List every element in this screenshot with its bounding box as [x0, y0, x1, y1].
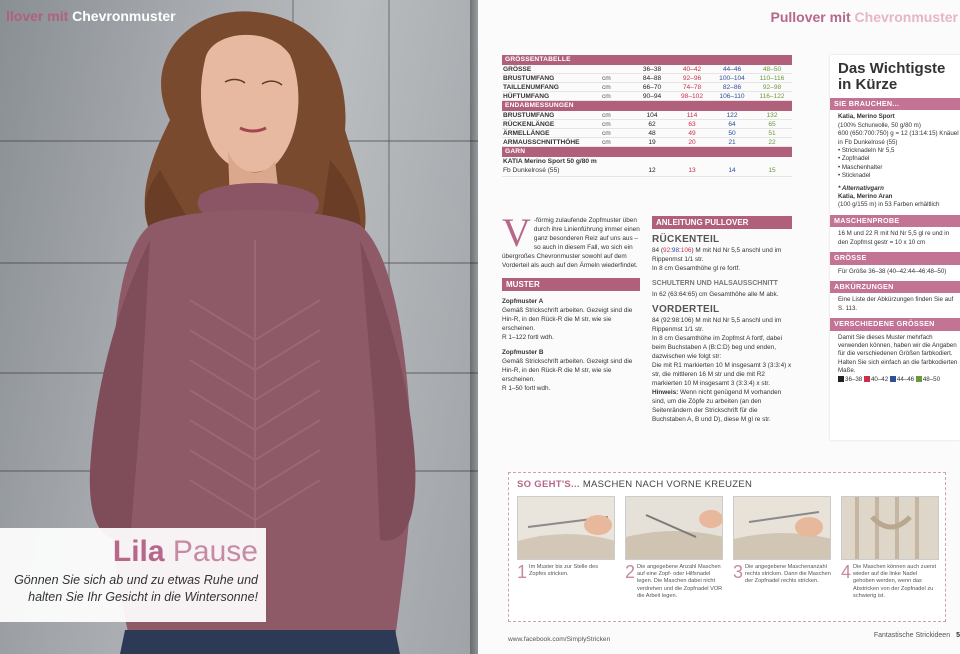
- intro-paragraph: V -förmig zulaufende Zopfmuster üben durch ihre Linienführung immer einen ganz besonderen Reiz auf uns aus – so auch in diesem Fall, wo sich ein übergroßes Chevronmuster sowohl auf dem Vorderteil als auch auf den Ärmeln wiederfindet.: [502, 210, 640, 269]
- table-row: [502, 138, 792, 147]
- tool-item: • Stricknadeln Nr 5,5: [838, 147, 895, 155]
- right-page: [478, 0, 960, 654]
- zopfmuster-b-rows: R 1–50 fortl wdh.: [502, 385, 551, 392]
- table-cell: BRUSTUMFANG: [503, 75, 555, 82]
- legend-swatch: [890, 376, 896, 382]
- maschenprobe-text: 16 M und 22 R mit Nd Nr 5,5 gl re und in den Zopfmst gestr = 10 x 10 cm: [838, 230, 950, 246]
- table-cell: 110–116: [759, 75, 785, 82]
- table-row: [502, 83, 792, 92]
- summary-sidebar: [830, 55, 960, 440]
- table-cell: cm: [602, 84, 611, 91]
- table-cell: cm: [602, 75, 611, 82]
- zopfmuster-b-title: Zopfmuster B: [502, 349, 544, 356]
- table-cell: 98–102: [680, 93, 703, 100]
- table-cell: 62: [648, 121, 656, 128]
- legend-swatch: [916, 376, 922, 382]
- table-cell: cm: [602, 130, 611, 137]
- verschiedene-groessen-heading: VERSCHIEDENE GRÖSSEN: [830, 318, 960, 330]
- table-cell: 66–70: [642, 84, 662, 91]
- how-to-title: SO GEHT'S... MASCHEN NACH VORNE KREUZEN: [517, 479, 753, 490]
- how-to-step-2: 2 Die angegebene Anzahl Maschen auf eine Zopf- oder Hilfsnadel legen. Die Maschen dabei nicht verdrehen und die Zopfnadel VOR die Arbeit legen.: [625, 496, 723, 600]
- left-page-photo: [0, 0, 478, 654]
- table-cell: 51: [768, 130, 776, 137]
- table-cell: 114: [686, 112, 698, 119]
- table-cell: 20: [688, 139, 696, 146]
- caption-title: Lila Pause: [112, 535, 258, 568]
- vorderteil-text-2: In 8 cm Gesamthöhe im Zopfmst A fortf, dabei beim Buchstaben A (B:C:D) beg und enden, dazwischen wie folgt str:: [652, 335, 782, 360]
- table-cell: 36–38: [642, 66, 662, 73]
- table-section-dimensions: ENDABMESSUNGEN: [502, 101, 792, 111]
- how-to-box: [508, 472, 946, 622]
- alt-yarn-label: * Alternativgarn: [838, 184, 884, 192]
- table-cell: cm: [602, 121, 611, 128]
- table-row-yarn: KATIA Merino Sport 50 g/80 m Fb Dunkelrosé (55) 12 13 14 15: [502, 157, 792, 177]
- footer-right: Fantastische Strickideen 5: [873, 632, 960, 639]
- table-row: [502, 120, 792, 129]
- photo-caption: [0, 528, 266, 622]
- how-to-step-1: 1 Im Muster bis zur Stelle des Zopfes stricken.: [517, 496, 615, 600]
- zopfmuster-b-text: Gemäß Strickschrift arbeiten. Gezeigt sind die Hin-R, in den Rück-R die M str, wie sie erscheinen.: [502, 358, 633, 383]
- how-to-step-3: 3 Die angegebene Maschenanzahl rechts stricken. Dann die Maschen der Zopfnadel rechts stricken.: [733, 496, 831, 600]
- table-cell: 21: [728, 139, 736, 146]
- table-cell: 63: [688, 121, 696, 128]
- table-cell: 48: [648, 130, 656, 137]
- instructions-column: [652, 216, 792, 424]
- sidebar-title: Das Wichtigste in Kürze: [838, 60, 946, 93]
- footer-url: www.facebook.com/SimplyStricken: [508, 636, 611, 643]
- hinweis-text: Hinweis: Wenn nicht genügend M vorhanden sind, um die Zöpfe zu arbeiten (an den Seitenrändern der Strickschrift für die Buchstaben A, B und D), diese M gl re str.: [652, 389, 782, 423]
- step-photo: [841, 496, 939, 560]
- left-running-header: llover mit Chevronmuster: [6, 8, 176, 24]
- table-row: [502, 129, 792, 138]
- drop-cap: V: [502, 210, 531, 255]
- alt-yarn-desc: (100 g/155 m) in 53 Farben erhältlich: [838, 201, 940, 209]
- table-cell: 104: [646, 112, 658, 119]
- size-table: [502, 55, 792, 177]
- rueckenteil-text-2: In 8 cm Gesamthöhe gl re fortf.: [652, 265, 741, 272]
- tool-item: • Zopfnadel: [838, 155, 870, 163]
- how-to-step-4: 4 Die Maschen können auch zuerst wieder auf die linke Nadel gehoben werden, wenn das Abstricken von der Zopfnadel zu schwierig ist.: [841, 496, 939, 600]
- table-cell: ÄRMELLÄNGE: [503, 130, 550, 137]
- table-cell: 44–46: [722, 66, 742, 73]
- table-cell: 92–96: [682, 75, 702, 82]
- table-cell: HÜFTUMFANG: [503, 93, 550, 100]
- table-cell: 64: [728, 121, 736, 128]
- rueckenteil-heading: RÜCKENTEIL: [652, 234, 720, 245]
- table-cell: 50: [728, 130, 736, 137]
- table-row: [502, 74, 792, 83]
- table-cell: [602, 65, 632, 73]
- yarn-name: Katia, Merino Sport: [838, 113, 895, 121]
- alt-yarn-name: Katia, Merino Aran: [838, 193, 893, 201]
- table-cell: 84–88: [642, 75, 662, 82]
- table-cell: 92–98: [762, 84, 782, 91]
- verschiedene-groessen-text: Damit Sie dieses Muster mehrfach verwenden können, haben wir die Angaben für die verschiedenen Größen farbkodiert. Halten Sie sich einfach an die farbkodierten Maße.: [838, 333, 958, 375]
- zopfmuster-a-text: Gemäß Strickschrift arbeiten. Gezeigt sind die Hin-R, in den Rück-R die M str, wie sie erscheinen.: [502, 307, 633, 332]
- table-row: [502, 65, 792, 74]
- table-cell: 100–104: [719, 75, 745, 82]
- table-cell: 82–86: [722, 84, 742, 91]
- step-photo: [625, 496, 723, 560]
- table-cell: 132: [766, 112, 778, 119]
- schultern-heading: SCHULTERN UND HALSAUSSCHNITT: [652, 280, 778, 287]
- intro-column: [502, 210, 640, 393]
- groesse-heading: GRÖSSE: [830, 252, 960, 264]
- muster-heading: MUSTER: [502, 278, 640, 291]
- maschenprobe-heading: MASCHENPROBE: [830, 215, 960, 227]
- sie-brauchen-heading: SIE BRAUCHEN...: [830, 98, 960, 110]
- table-cell: ARMAUSSCHNITTHÖHE: [503, 139, 580, 146]
- caption-subtitle: Gönnen Sie sich ab und zu etwas Ruhe und halten Sie Ihr Gesicht in die Wintersonne!: [14, 573, 258, 604]
- table-cell: RÜCKENLÄNGE: [503, 121, 555, 128]
- table-cell: 40–42: [682, 66, 702, 73]
- size-color-legend: 36–38 40–42 44–46 48–50: [838, 376, 960, 384]
- table-cell: 65: [768, 121, 776, 128]
- zopfmuster-a-rows: R 1–122 fortl wdh.: [502, 334, 554, 341]
- groesse-text: Für Größe 36–38 (40–42:44–46:48–50): [838, 267, 947, 275]
- table-cell: 19: [648, 139, 656, 146]
- table-cell: cm: [602, 139, 611, 146]
- table-cell: GRÖSSE: [503, 66, 532, 73]
- abkuerzungen-heading: ABKÜRZUNGEN: [830, 281, 960, 293]
- table-cell: 116–122: [759, 93, 785, 100]
- zopfmuster-a-title: Zopfmuster A: [502, 298, 544, 305]
- table-row: [502, 92, 792, 101]
- table-cell: BRUSTUMFANG: [503, 112, 555, 119]
- table-cell: cm: [602, 93, 611, 100]
- rueckenteil-text: 84 (92:98:106) M mit Nd Nr 5,5 anschl und im Rippenmst 1/1 str.: [652, 247, 782, 263]
- tool-item: • Sticknadel: [838, 172, 871, 180]
- legend-swatch: [838, 376, 844, 382]
- abkuerzungen-text: Eine Liste der Abkürzungen finden Sie auf S. 113.: [838, 296, 954, 312]
- table-cell: cm: [602, 112, 611, 119]
- right-running-header: Pullover mit Chevronmuster: [770, 9, 958, 25]
- vorderteil-text-3: Die mit R1 markierten 10 M insgesamt 3 (3:3:4) x str, die mittleren 16 M str und die mit R2 markierten 10 M insgesamt 3 (3:3:4) x str.: [652, 362, 792, 387]
- table-section-yarn: GARN: [502, 147, 792, 157]
- legend-swatch: [864, 376, 870, 382]
- anleitung-heading: ANLEITUNG PULLOVER: [652, 216, 792, 229]
- table-cell: 22: [768, 139, 776, 146]
- table-cell: 122: [726, 112, 738, 119]
- table-cell: TAILLENUMFANG: [503, 84, 559, 91]
- table-cell: 49: [688, 130, 696, 137]
- schultern-text: In 62 (63:64:65) cm Gesamthöhe alle M abk.: [652, 291, 779, 298]
- vorderteil-heading: VORDERTEIL: [652, 304, 720, 315]
- table-section-sizes: GRÖSSENTABELLE: [502, 55, 792, 65]
- yarn-desc: (100% Schurwolle, 50 g/80 m): [838, 121, 921, 129]
- table-cell: 106–110: [719, 93, 745, 100]
- step-photo: [733, 496, 831, 560]
- vorderteil-text-1: 84 (92:98:106) M mit Nd Nr 5,5 anschl und im Rippenmst 1/1 str.: [652, 317, 782, 333]
- step-photo: [517, 496, 615, 560]
- table-cell: 48–50: [762, 66, 782, 73]
- table-row: [502, 111, 792, 120]
- tool-item: • Maschenhalter: [838, 163, 883, 171]
- yarn-amount: 600 (650:700:750) g = 12 (13:14:15) Knäuel in Fb Dunkelrosé (55): [838, 130, 959, 146]
- table-cell: 74–78: [682, 84, 702, 91]
- table-cell: 90–94: [642, 93, 662, 100]
